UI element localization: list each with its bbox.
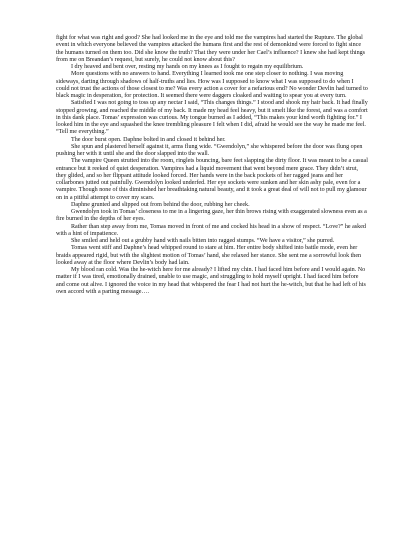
paragraph: My blood ran cold. Was the he-witch here for me already? I lifted my chin. I had faced him before and I would again. No matter if I was tired, emotionally drained, unable to use magic, and struggling to hold myself upright. I had faced him before and come out alive. I ignored the voice in my head that whispered the fear I had not hurt the he-witch, but that he had left of his own accord with a parting message…. [56,267,366,295]
page-body [56,35,368,296]
paragraph: The vampire Queen strutted into the room, ringlets bouncing, bare feet slapping the dirty floor. It was meant to be a casual entrance but it reeked of quiet desperation. Vampires had a liquid movement that went beyond mere grace. They didn’t strut, they glided, and so her flippant attitude looked forced. Her hands were in the back pockets of her ragged jeans and her collarbones jutted out painfully. Gwendolyn looked underfed. Her eye sockets were sunken and her skin ashy pale, even for a vampire. Though none of this diminished her breathtaking natural beauty, and it took a great deal of will not to pull my glamour on in a pitiful attempt to cover my scars. [56,158,368,201]
paragraph: She spun and plastered herself against it, arms flung wide. “Gwendolyn,” she whispered before the door was flung open pushing her with it until she and the door slapped into the wall. [56,143,363,157]
paragraph: More questions with no answers to hand. Everything I learned took me one step closer to nothing. I was moving sideways, darting through shadows of half-truths and lies. How was I supposed to know what I was supposed to do when I could not trust the actions of those closest to me? Was every action a cover for a nefarious end? No wonder Devlin had turned to black magic in desperation, for protection. It seemed there were daggers cloaked and waiting to spear you at every turn. [56,71,368,99]
paragraph: Satisfied I was not going to toss up any nectar I said, “This changes things.” I stood and shook my hair back. It had finally stopped growing, and reached the middle of my back. It made my head feel heavy, but it smelt like the forest, and was a comfort in this dank place. Tomas’ expression was curious. My tongue burned as I added, “This makes your kind worth fighting for.” I looked him in the eye and squashed the knee trembling pleasure I felt when I did, afraid he would see the way he made me feel. “Tell me everything.” [56,100,368,136]
paragraph: Gwendolyn took in Tomas’ closeness to me in a lingering gaze, her thin brows rising with exaggerated slowness even as a fire burned in the depths of her eyes. [56,209,367,223]
paragraph: Rather than step away from me, Tomas moved in front of me and cocked his head in a show of respect. “Love?” he asked with a hint of impatience. [56,223,366,237]
paragraph: I dry heaved and bent over, resting my hands on my knees as I fought to regain my equilibrium. [71,64,304,70]
paragraph: The door burst open. Daphne bolted in and closed it behind her. [71,136,226,143]
paragraph: Tomas went stiff and Daphne’s head whipped round to stare at him. Her entire body shifted into battle mode, even her braids appeared rigid, but with the slightest motion of Tomas’ hand, she relaxed her stance. She sent me a sorrowful look then looked away at the floor where Devlin’s body had lain. [56,245,362,266]
paragraph: She smiled and held out a grubby hand with nails bitten into ragged stumps. “We have a visitor,” she purred. [71,238,335,244]
paragraph: fight for what was right and good? She had looked me in the eye and told me the vampires had started the Rupture. The global event in which everyone believed the vampires attacked the humans first and the rest of demonkind were forced to fight since the humans turned on them too. Did she know the truth? That they were under her Cael’s influence? I knew she had kept things from me on Breandan’s request, but surely, he could not know about this? [56,35,366,63]
paragraph: Daphne grunted and slipped out from behind the door, rubbing her cheek. [71,201,250,208]
